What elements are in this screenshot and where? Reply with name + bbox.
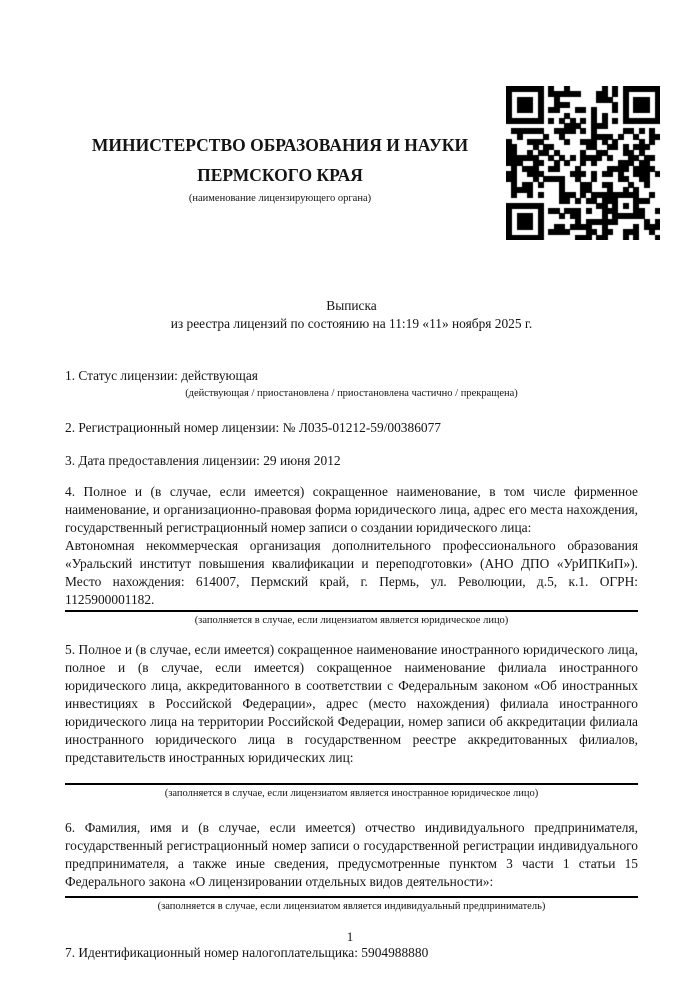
registration-number-text: 2. Регистрационный номер лицензии: № Л035-01212-59/00386077 <box>65 420 441 435</box>
legal-entity-answer: Автономная некоммерческая организация дополнительного профессионального образования «Уральский институт повышения квалификации и переподготовки» (АНО ДПО «УрИПКиП»). Место нахождения: 614007, Пермский край, г. Пермь, ул. Революции, д.5, к.1. ОГРН: 1125900001182. <box>65 537 638 612</box>
ministry-name-line1: МИНИСТЕРСТВО ОБРАЗОВАНИЯ И НАУКИ <box>91 135 469 155</box>
inn-text: 7. Идентификационный номер налогоплательщика: 5904988880 <box>65 945 429 960</box>
ministry-name-line2: ПЕРМСКОГО КРАЯ <box>197 165 363 185</box>
document-title-line2: из реестра лицензий по состоянию на 11:19 «11» ноября 2025 г. <box>170 316 533 331</box>
license-status-note: (действующая / приостановлена / приостановлена частично / прекращена) <box>185 388 518 399</box>
foreign-entity-answer <box>65 767 638 785</box>
field-foreign-entity <box>65 641 638 801</box>
legal-entity-note: (заполняется в случае, если лицензиатом является юридическое лицо) <box>194 615 509 626</box>
authority-caption: (наименование лицензирующего органа) <box>188 193 372 204</box>
entrepreneur-note: (заполняется в случае, если лицензиатом является индивидуальный предприниматель) <box>157 901 546 912</box>
license-status-text: 1. Статус лицензии: действующая <box>65 368 258 383</box>
foreign-entity-question: 5. Полное и (в случае, если имеется) сокращенное наименование иностранного юридического лица, полное и (в случае, если имеется) сокращенное наименование филиала иностранного юридического лица, аккредитованного в соответствии с Федеральным законом «Об иностранных инвестициях в Российской Федерации», адрес (место нахождения) филиала иностранного юридического лица на территории Российской Федерации, номер записи об аккредитации филиала иностранного юридического лица в государственном реестре аккредитованных филиалов, представительств иностранных юридических лиц: <box>65 642 638 765</box>
field-registration-number <box>65 419 638 437</box>
document-title-line1: Выписка <box>326 298 377 313</box>
document-title <box>65 297 638 333</box>
page-number: 1 <box>346 929 354 944</box>
legal-entity-question: 4. Полное и (в случае, если имеется) сокращенное наименование, в том числе фирменное наименование, и организационно-правовая форма юридического лица, адрес его места нахождения, государственный регистрационный номер записи о создании юридического лица: <box>65 484 638 535</box>
licensing-authority-header <box>62 130 498 207</box>
entrepreneur-question: 6. Фамилия, имя и (в случае, если имеется) отчество индивидуального предпринимателя, государственный регистрационный номер записи о государственной регистрации индивидуального предпринимателя, а также иные сведения, предусмотренные пунктом 3 части 1 статьи 15 Федерального закона «О лицензировании отдельных видов деятельности»: <box>65 820 638 889</box>
field-entrepreneur <box>65 819 638 914</box>
field-legal-entity <box>65 483 638 628</box>
document-body <box>65 297 638 962</box>
entrepreneur-answer-rule <box>65 891 638 898</box>
field-grant-date <box>65 452 638 470</box>
field-license-status <box>65 367 638 401</box>
field-inn <box>65 944 638 962</box>
grant-date-text: 3. Дата предоставления лицензии: 29 июня 2012 <box>65 453 341 468</box>
qr-code <box>506 86 660 240</box>
foreign-entity-note: (заполняется в случае, если лицензиатом является иностранное юридическое лицо) <box>164 788 539 799</box>
